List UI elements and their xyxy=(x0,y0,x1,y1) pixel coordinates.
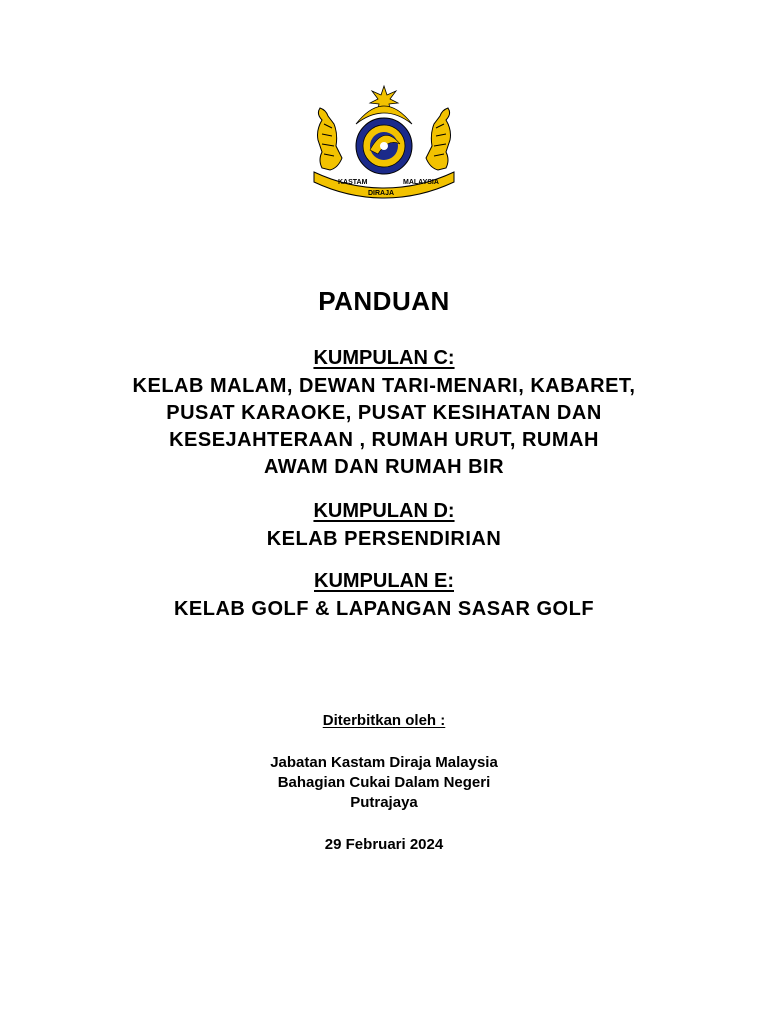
page-title: PANDUAN xyxy=(318,286,450,316)
group-c-line: KESEJAHTERAAN , RUMAH URUT, RUMAH xyxy=(169,429,599,451)
group-c-line: AWAM DAN RUMAH BIR xyxy=(263,456,505,478)
group-d-line: KELAB PERSENDIRIAN xyxy=(266,528,502,550)
publisher-line: Jabatan Kastam Diraja Malaysia xyxy=(270,754,498,771)
crest-text-left: KASTAM xyxy=(338,179,368,186)
group-d-heading: KUMPULAN D: xyxy=(313,500,455,522)
group-e-description xyxy=(0,596,768,623)
publisher-details xyxy=(0,753,768,813)
group-c-line: PUSAT KARAOKE, PUSAT KESIHATAN DAN xyxy=(166,402,602,424)
group-e-heading: KUMPULAN E: xyxy=(314,570,454,592)
crest-text-bottom: DIRAJA xyxy=(368,190,395,197)
group-e-line: KELAB GOLF & LAPANGAN SASAR GOLF xyxy=(173,598,595,620)
group-c-line: KELAB MALAM, DEWAN TARI-MENARI, KABARET, xyxy=(132,375,636,397)
group-d-description xyxy=(0,526,768,553)
publisher-line: Putrajaya xyxy=(350,794,418,811)
group-c-heading: KUMPULAN C: xyxy=(313,347,455,369)
crest-text-right: MALAYSIA xyxy=(403,179,439,186)
publication-date: 29 Februari 2024 xyxy=(324,836,444,853)
publisher-label: Diterbitkan oleh : xyxy=(322,712,446,729)
kastam-diraja-malaysia-crest-icon xyxy=(308,84,460,204)
group-c-description xyxy=(0,373,768,481)
publisher-line: Bahagian Cukai Dalam Negeri xyxy=(277,774,491,791)
